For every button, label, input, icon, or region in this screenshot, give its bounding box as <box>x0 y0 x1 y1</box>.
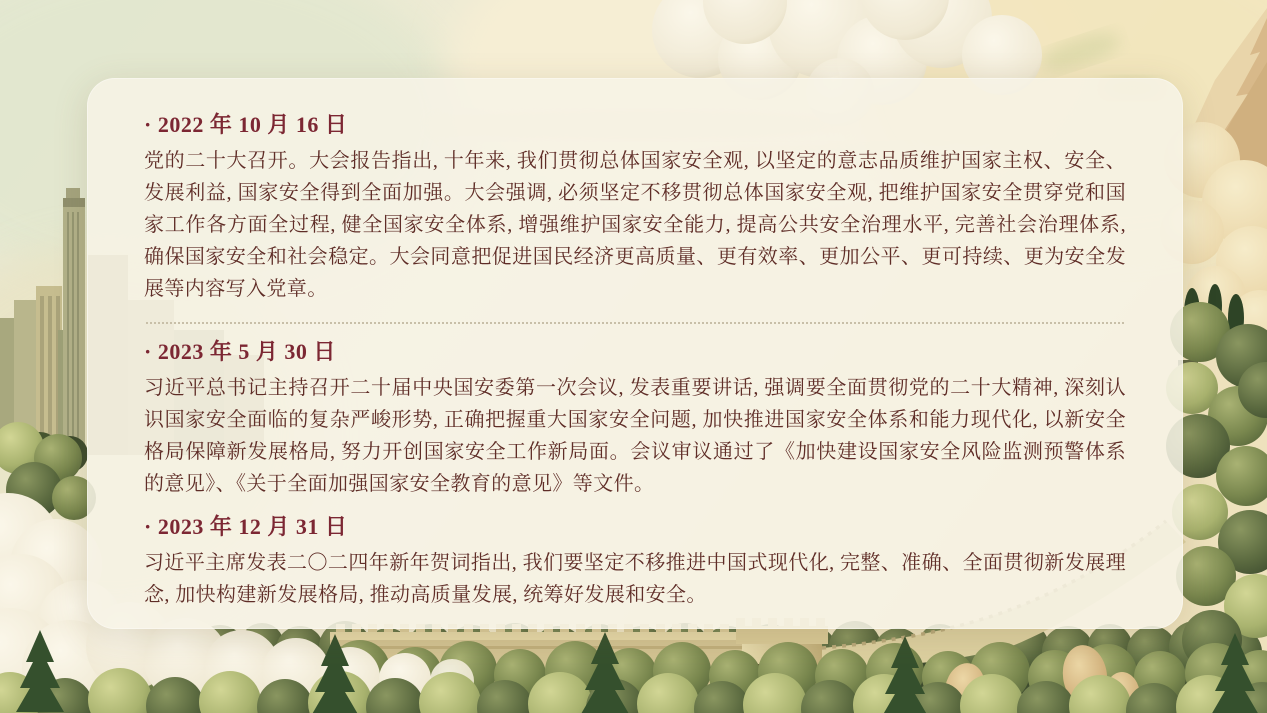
entry-body: 习近平总书记主持召开二十届中央国安委第一次会议, 发表重要讲话, 强调要全面贯彻党的二十大精神, 深刻认识国家安全面临的复杂严峻形势, 正确把握重大国家安全问题, 加快推进国家安全体系和能力现代化, 以新安全格局保障新发展格局, 努力开创国家安全工作新局面。会议审议通过了《加快建设国家安全风险监测预警体系的意见》、《关于全面加强国家安全教育的意见》等文件。 <box>144 377 1126 495</box>
entry-date: · 2022 年 10 月 16 日 <box>144 112 348 137</box>
timeline-entry-2023-05-30 <box>144 337 1126 500</box>
entry-body: 习近平主席发表二〇二四年新年贺词指出, 我们要坚定不移推进中国式现代化, 完整、准确、全面贯彻新发展理念, 加快构建新发展格局, 推动高质量发展, 统筹好发展和安全。 <box>144 552 1126 606</box>
entry-date: · 2023 年 5 月 30 日 <box>144 339 336 364</box>
timeline-entry-2023-12-31 <box>144 512 1126 611</box>
dotted-divider <box>146 322 1124 324</box>
timeline-entry-2022-10-16 <box>144 110 1126 305</box>
entry-date: · 2023 年 12 月 31 日 <box>144 514 348 539</box>
timeline-card <box>87 78 1183 629</box>
entry-body: 党的二十大召开。大会报告指出, 十年来, 我们贯彻总体国家安全观, 以坚定的意志品质维护国家主权、安全、发展利益, 国家安全得到全面加强。大会强调, 必须坚定不移贯彻总体国家安全观, 把维护国家安全贯穿党和国家工作各方面全过程, 健全国家安全体系, 增强维护国家安全能力, 提高公共安全治理水平, 完善社会治理体系, 确保国家安全和社会稳定。大会同意把促进国民经济更高质量、更有效率、更加公平、更可持续、更为安全发展等内容写入党章。 <box>144 150 1126 300</box>
